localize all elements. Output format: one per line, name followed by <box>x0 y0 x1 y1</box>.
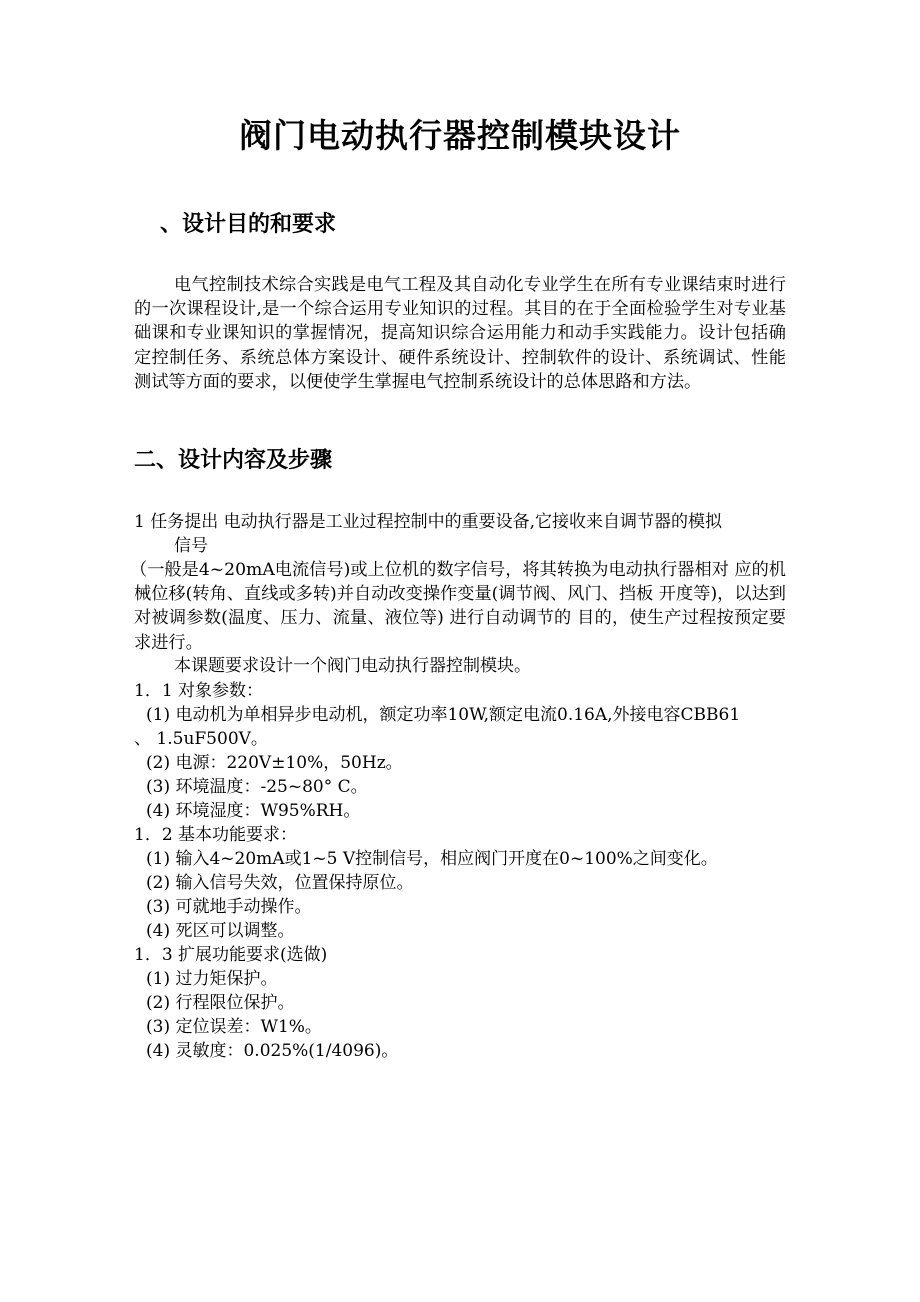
document-title: 阀门电动执行器控制模块设计 <box>239 116 681 155</box>
sub3-item: (1) 过力矩保护。 <box>146 969 278 989</box>
sub1-item-4: (4) 环境湿度：W95%RH。 <box>146 801 361 821</box>
task-line-1: 1 任务提出 电动执行器是工业过程控制中的重要设备,它接收来自调节器的模拟 <box>134 512 723 532</box>
sub1-item-1-line-2: 、 1.5uF500V。 <box>134 729 268 749</box>
sub2-item: (2) 输入信号失效，位置保持原位。 <box>146 873 414 893</box>
task-paragraph: （一般是4~20mA电流信号)或上位机的数字信号，将其转换为电动执行器相对 应的机械位移(转角、直线或多转)并自动改变操作变量(调节阀、风门、挡板 开度等)，以达到对被调参数(温度、压力、流量、液位等) 进行自动调节的 目的，使生产过程按预定要求进行。 <box>130 560 786 653</box>
project-intro: 本课题要求设计一个阀门电动执行器控制模块。 <box>174 656 531 676</box>
sub2-item: (3) 可就地手动操作。 <box>146 897 312 917</box>
sub2-item: (1) 输入4~20mA或1~5 V控制信号，相应阀门开度在0~100%之间变化。 <box>146 849 718 869</box>
task-line-2: 信号 <box>174 536 208 556</box>
sub1-item-1-line-1: (1) 电动机为单相异步电动机，额定功率10W,额定电流0.16A,外接电容CBB61 <box>146 705 741 725</box>
sub3-item: (2) 行程限位保护。 <box>146 993 295 1013</box>
sub3-heading: 1．3 扩展功能要求(选做) <box>134 945 328 965</box>
sub1-item-2: (2) 电源：220V±10%，50Hz。 <box>146 753 403 773</box>
sub2-item: (4) 死区可以调整。 <box>146 921 295 941</box>
sub1-heading: 1．1 对象参数： <box>134 681 264 701</box>
section1-heading: 、设计目的和要求 <box>160 212 337 237</box>
sub3-item: (4) 灵敏度：0.025%(1/4096)。 <box>146 1041 399 1061</box>
section1-paragraph: 电气控制技术综合实践是电气工程及其自动化专业学生在所有专业课结束时进行的一次课程设计,是一个综合运用专业知识的过程。其目的在于全面检验学生对专业基础课和专业课知识的掌握情况，提高知识综合运用能力和动手实践能力。设计包括确定控制任务、系统总体方案设计、硬件系统设计、控制软件的设计、系统调试、性能测试等方面的要求，以便使学生掌握电气控制系统设计的总体思路和方法。 <box>134 275 786 392</box>
section2-heading: 二、设计内容及步骤 <box>134 448 333 473</box>
sub1-item-3: (3) 环境温度：-25~80° C。 <box>146 777 368 797</box>
sub2-heading: 1．2 基本功能要求： <box>134 825 298 845</box>
sub3-item: (3) 定位误差：W1%。 <box>146 1017 322 1037</box>
